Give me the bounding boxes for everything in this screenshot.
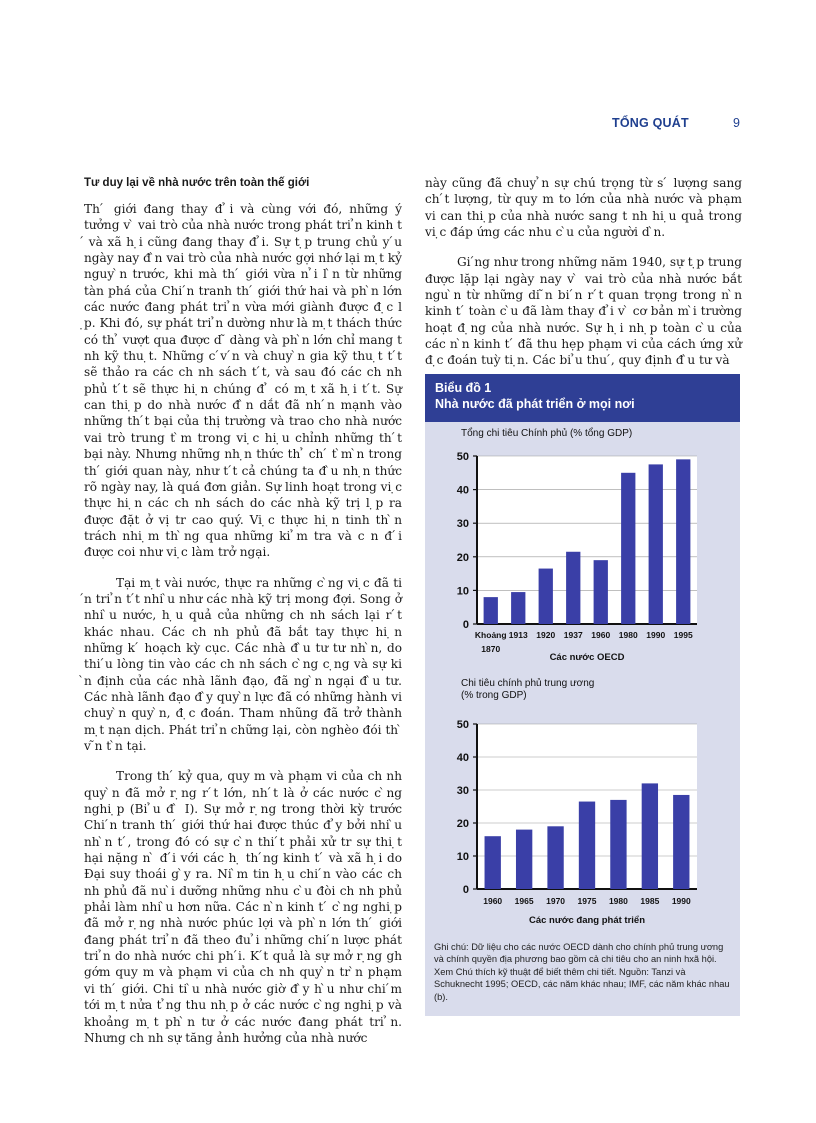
left-column (84, 176, 402, 1046)
x-tick-label: 1995 (673, 630, 693, 640)
right-column (425, 175, 742, 369)
y-tick-label: 10 (456, 585, 469, 598)
bar (594, 560, 608, 624)
x-tick-label: 1913 (508, 630, 528, 640)
x-tick-label: 1937 (563, 630, 583, 640)
x-tick-label: 1870 (481, 644, 501, 654)
x-tick-label: 1990 (646, 630, 666, 640)
figure-note: Ghi chú: Dữ liệu cho các nước OECD dành cho chính phủ trung ương và chính quyền địa phương bao gồm cả chi tiêu cho an ninh hxã hội. Xem Chú thích kỹ thuật để biết thêm chi tiết. Nguồn: Tanzi và Schuknecht 1995; OECD, các năm khác nhau; IMF, các năm khác nhau (b). (434, 942, 730, 1002)
bar (484, 597, 498, 624)
x-tick-label: 1975 (577, 896, 597, 906)
y-tick-label: 20 (456, 551, 469, 564)
bar (539, 569, 553, 624)
bar (579, 802, 595, 889)
oecd-spending-chart (425, 422, 740, 670)
x-tick-label: 1985 (640, 896, 660, 906)
x-tick-label: 1980 (618, 630, 638, 640)
x-tick-label: 1970 (546, 896, 566, 906)
bar (485, 836, 501, 889)
y-tick-label: 0 (462, 619, 469, 631)
y-tick-label: 30 (456, 518, 469, 531)
paragraph: Th ́ giới đang thay đ ̉i và cùng với đó, những ý tưởng v ̀ vai trò của nhà nước trong phát tri ̉n kinh t ́ và xã h ̣i cũng đang thay đ ̉i. Sự t ̣p trung chủ y ́u ngày nay đ ̀n vai trò của nhà nước gợi nhớ lại m ̣t kỷ nguy ̀n trước, khi mà th ́ giới vừa n ̉i l ̀n từ những tàn phá của Chi ́n tranh th ́ giới thứ hai và ph ̀n lớn các nước đang phát tri ̉n vừa mới giành được đ ̣c l ̣p. Khi đó, sự phát tri ̉n dường như là m ̣t thách thức có th ̉ vượt qua được d ̃ dàng và ph ̀n lớn chỉ mang t nh kỹ thu ̣t. Những c ́v ́n và chuy ̀n gia kỹ thu ̣t t ́t sẽ thảo ra các ch nh sách t ́t, và sau đó các ch nh phủ t ́t sẽ thực hi ̣n chúng đ ̉ có m ̣t xã h ̣i t ́t. Sự can thi ̣p do nhà nước đ ̀n dắt đã nh ́n mạnh vào những th ́t bại của thị trường và trao cho nhà nước vai trò trung t ̀m trong vi ̣c hi ̣u chỉnh những th ́t bại này. Nhưng những nh ̣n thức th ̉ ch ́ t ̀m ̀n trong th ́ giới quan này, như t ́t cả chúng ta đ ̀u nh ̣n thức rõ ngày nay, là quá đơn giản. Sự linh hoạt trong vi ̣c thực hi ̣n các ch nh sách do các nhà kỹ trị l ̣p ra được đặt ở vị tr cao quý. Vi ̣c thực hi ̣n tinh th ̀n trách nhi ̣m th ̀ng qua những ki ̉m tra và c n đ ́i được coi như vi ̣c làm trở ngại. (84, 202, 402, 560)
x-axis-label: Các nước đang phát triển (528, 915, 646, 926)
bar (676, 459, 690, 624)
paragraph: Gi ́ng như trong những năm 1940, sự t ̣p trung được lặp lại ngày nay v ̀ vai trò của nhà nước bắt ngu ̀n từ những di ̃n bi ́n r ́t quan trọng trong n ̀n kinh t ́ toàn c ̀u đã làm thay đ ̉i v ̀ cơ bản m ̀i trường hoạt đ ̣ng của nhà nước. Sự h ̣i nh ̣p toàn c ̀u của các n ̀n kinh t ́ đã thu hẹp phạm vi của cách ứng xử đ ̣c đoán tuỳ ti ̣n. Các bi ̉u thu ́, quy định đ ̀u tư và (425, 255, 742, 368)
y-tick-label: 10 (456, 851, 469, 863)
chart-title: Chi tiêu chính phủ trung ương (461, 678, 595, 689)
bar (566, 552, 580, 624)
y-tick-label: 40 (456, 752, 469, 764)
bar (673, 795, 689, 889)
bar (649, 464, 663, 624)
y-tick-label: 50 (456, 719, 469, 731)
x-tick-label: 1960 (591, 630, 611, 640)
figure-label: Biểu đồ 1 (435, 381, 492, 395)
x-tick-label: 1960 (483, 896, 503, 906)
x-tick-label: 1965 (514, 896, 534, 906)
bar (547, 826, 563, 889)
x-tick-label: 1980 (608, 896, 628, 906)
x-tick-label: 1920 (536, 630, 556, 640)
y-tick-label: 0 (462, 884, 469, 896)
bar (511, 592, 525, 624)
figure-title: Nhà nước đã phát triển ở mọi nơi (435, 397, 635, 411)
paragraph: Tại m ̣t vài nước, thực ra những c ̀ng vi ̣c đã ti ́n tri ̉n t ́t nhi ̀u như các nhà kỹ trị mong đợi. Song ở nhi ̀u nước, h ̣u quả của những ch nh sách lại r ́t khác nhau. Các ch nh phủ đã bắt tay thực hi ̣n những k ́ hoạch kỳ cục. Các nhà đ ̀u tư tư nh ̀n, do thi ́u lòng tin vào các ch nh sách c ̀ng c ̣ng và sự ki ̀n định của các nhà lãnh đạo, đã ng ̀n ngại đ ̀u tư. Các nhà lãnh đạo đ ̀y quy ̀n lực đã có những hành vi chuy ̀n quy ̀n, đ ̣c đoán. Tham nhũng đã trở thành m ̣t nạn dịch. Phát tri ̉n chững lại, còn nghèo đói th ̀ v ̃n t ̀n tại. (84, 575, 402, 753)
section-heading: Tư duy lại về nhà nước trên toàn thế giới (84, 177, 310, 189)
y-tick-label: 50 (456, 451, 469, 463)
y-tick-label: 30 (456, 785, 469, 797)
x-tick-label: Khoảng (474, 630, 507, 640)
x-axis-label: Các nước OECD (549, 652, 625, 663)
plot-area (477, 456, 697, 624)
figure-box (425, 374, 740, 1016)
paragraph: này cũng đã chuy ̉n sự chú trọng từ s ́ lượng sang ch ́t lượng, từ quy m to lớn của nhà nước và phạm vi can thi ̣p của nhà nước sang t nh hi ̣u quả trong vi ̣c đáp ứng các nhu c ̀u của người d ̀n. (425, 176, 742, 240)
developing-spending-chart (425, 674, 740, 936)
y-tick-label: 40 (456, 484, 469, 497)
bar (642, 783, 658, 889)
chart-title: Tổng chi tiêu Chính phủ (% tổng GDP) (461, 428, 633, 439)
y-tick-label: 20 (456, 818, 469, 830)
x-tick-label: 1990 (671, 896, 691, 906)
bar (610, 800, 626, 889)
page-number: 9 (733, 116, 740, 130)
bar (516, 830, 532, 889)
running-header-title: TỔNG QUÁT (612, 116, 689, 130)
chart-title: (% trong GDP) (461, 690, 527, 701)
figure-header (425, 374, 740, 422)
bar (621, 473, 635, 624)
paragraph: Trong th ́ kỷ qua, quy m và phạm vi của ch nh quy ̀n đã mở r ̣ng r ́t lớn, nh ́t là ở các nước c ̀ng nghi ̣p (Bi ̉u đ ̀ I). Sự mở r ̣ng trong thời kỳ trước Chi ́n tranh th ́ giới thứ hai được thúc đ ̉y bởi nhi ̀u nh ̀n t ́, trong đó có sự c ̀n thi ́t phải xử tr sự thi ̣t hại nặng n ̀ đ ́i với các h ̣ th ́ng kinh t ́ và xã h ̣i do Đại suy thoái g ̀y ra. Ni ̀m tin h ̣u chi ́n vào các ch nh phủ đã nu ̀i dưỡng những nhu c ̀u đòi ch nh phủ phải làm nhi ̀u hơn nữa. Các n ̀n kinh t ́ c ̀ng nghi ̣p đã mở r ̣ng nhà nước phúc lợi và ph ̀n lớn th ́ giới đang phát tri ̉n đã theo đu ̉i những chi ́n lược phát tri ̉n do nhà nước chi ph ́i. K ́t quả là sự mở r ̣ng gh gớm quy m và phạm vi của ch nh quy ̀n tr ̀n phạm vi th ́ giới. Chi ti ̀u nhà nước giờ đ ̀y h ̀u như chi ́m tới m ̣t nửa t ̉ng thu nh ̣p ở các nước c ̀ng nghi ̣p và khoảng m ̣t ph ̀n tư ở các nước đang phát tri ̉n. Nhưng ch nh sự tăng ảnh hưởng của nhà nước (84, 769, 402, 1045)
